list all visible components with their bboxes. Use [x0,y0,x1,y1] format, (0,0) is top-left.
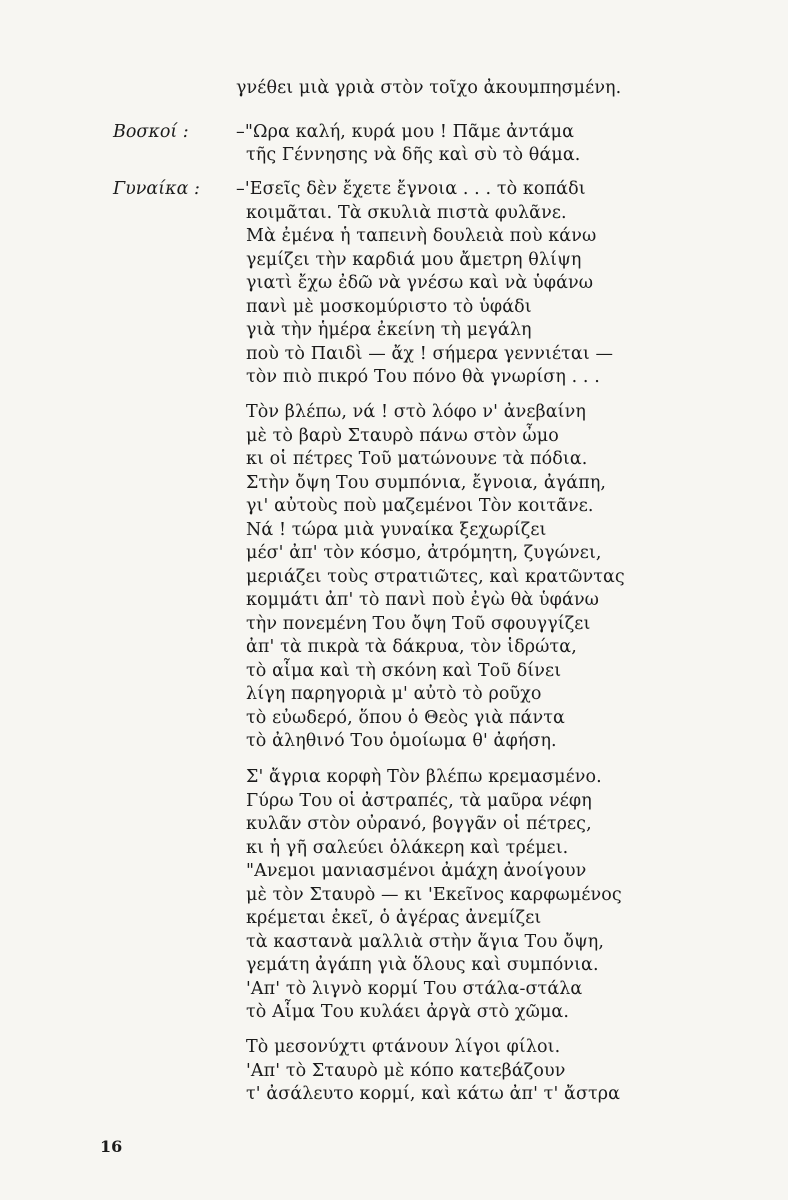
verse-line: κρέμεται ἐκεῖ, ὁ ἀγέρας ἀνεμίζει [246,908,542,928]
verse-line: –'Εσεῖς δὲν ἔχετε ἔγνοια . . . τὸ κοπάδι [236,179,586,199]
speaker-label: Γυναίκα : [113,179,200,199]
verse-line: Τὸν βλέπω, νά ! στὸ λόφο ν' ἀνεβαίνη [246,402,586,422]
verse-line: τὸ αἷμα καὶ τὴ σκόνη καὶ Τοῦ δίνει [246,661,562,681]
verse-line: γι' αὐτοὺς ποὺ μαζεμένοι Τὸν κοιτᾶνε. [246,496,594,516]
verse-line: Γύρω Του οἱ ἀστραπές, τὰ μαῦρα νέφη [246,791,592,811]
verse-line: τ' ἀσάλευτο κορμί, καὶ κάτω ἀπ' τ' ἄστρα [246,1084,621,1104]
verse-line: κυλᾶν στὸν οὐρανό, βογγᾶν οἱ πέτρες, [246,814,592,834]
verse-line: κι ἡ γῆ σαλεύει ὁλάκερη καὶ τρέμει. [246,838,569,858]
verse-line: Σ' ἄγρια κορφὴ Τὸν βλέπω κρεμασμένο. [246,767,602,787]
verse-line: μὲ τὸ βαρὺ Σταυρὸ πάνω στὸν ὦμο [246,426,559,446]
verse-line: γνέθει μιὰ γριὰ στὸν τοῖχο ἀκουμπησμένη. [236,78,622,98]
verse-line: τὸν πιὸ πικρό Του πόνο θὰ γνωρίση . . . [246,367,600,387]
verse-line: Μὰ ἐμένα ἡ ταπεινὴ δουλειὰ ποὺ κάνω [246,226,597,246]
verse-line: Νά ! τώρα μιὰ γυναίκα ξεχωρίζει [246,520,547,540]
verse-line: τὸ Αἷμα Του κυλάει ἀργὰ στὸ χῶμα. [246,1002,570,1022]
page-number: 16 [100,1137,123,1156]
verse-line: πανὶ μὲ μοσκομύριστο τὸ ὑφάδι [246,297,532,317]
verse-line: τῆς Γέννησης νὰ δῆς καὶ σὺ τὸ θάμα. [246,145,581,165]
verse-line: γιατὶ ἔχω ἐδῶ νὰ γνέσω καὶ νὰ ὑφάνω [246,273,594,293]
verse-line: ποὺ τὸ Παιδὶ — ἄχ ! σήμερα γεννιέται — [246,344,614,364]
verse-line: τὸ εὐωδερό, ὅπου ὁ Θεὸς γιὰ πάντα [246,708,565,728]
verse-line: λίγη παρηγοριὰ μ' αὐτὸ τὸ ροῦχο [246,684,542,704]
verse-line: 'Απ' τὸ Σταυρὸ μὲ κόπο κατεβάζουν [246,1061,566,1081]
verse-line: τὸ ἀληθινό Του ὁμοίωμα θ' ἀφήση. [246,731,557,751]
verse-line: γεμάτη ἀγάπη γιὰ ὅλους καὶ συμπόνια. [246,955,599,975]
verse-line: –"Ωρα καλή, κυρά μου ! Πᾶμε ἀντάμα [236,122,575,142]
verse-line: Στὴν ὄψη Του συμπόνια, ἔγνοια, ἀγάπη, [246,473,607,493]
verse-line: ἀπ' τὰ πικρὰ τὰ δάκρυα, τὸν ἱδρώτα, [246,637,577,657]
verse-line: μεριάζει τοὺς στρατιῶτες, καὶ κρατῶντας [246,567,625,587]
verse-line: τὰ καστανὰ μαλλιὰ στὴν ἅγια Του ὄψη, [246,932,605,952]
verse-line: μέσ' ἀπ' τὸν κόσμο, ἀτρόμητη, ζυγώνει, [246,543,602,563]
verse-line: τὴν πονεμένη Του ὄψη Τοῦ σφουγγίζει [246,614,591,634]
verse-line: Τὸ μεσονύχτι φτάνουν λίγοι φίλοι. [246,1037,561,1057]
verse-line: γιὰ τὴν ἡμέρα ἐκείνη τὴ μεγάλη [246,320,532,340]
verse-line: κομμάτι ἀπ' τὸ πανὶ ποὺ ἐγὼ θὰ ὑφάνω [246,590,600,610]
verse-line: 'Απ' τὸ λιγνὸ κορμί Του στάλα-στάλα [246,979,583,999]
verse-line: κι οἱ πέτρες Τοῦ ματώνουνε τὰ πόδια. [246,449,588,469]
verse-line: μὲ τὸν Σταυρὸ — κι 'Εκεῖνος καρφωμένος [246,885,622,905]
verse-line: "Ανεμοι μανιασμένοι ἀμάχη ἀνοίγουν [246,861,587,881]
verse-line: κοιμᾶται. Τὰ σκυλιὰ πιστὰ φυλᾶνε. [246,203,567,223]
speaker-label: Βοσκοί : [113,122,189,142]
verse-line: γεμίζει τὴν καρδιά μου ἄμετρη θλίψη [246,250,582,270]
